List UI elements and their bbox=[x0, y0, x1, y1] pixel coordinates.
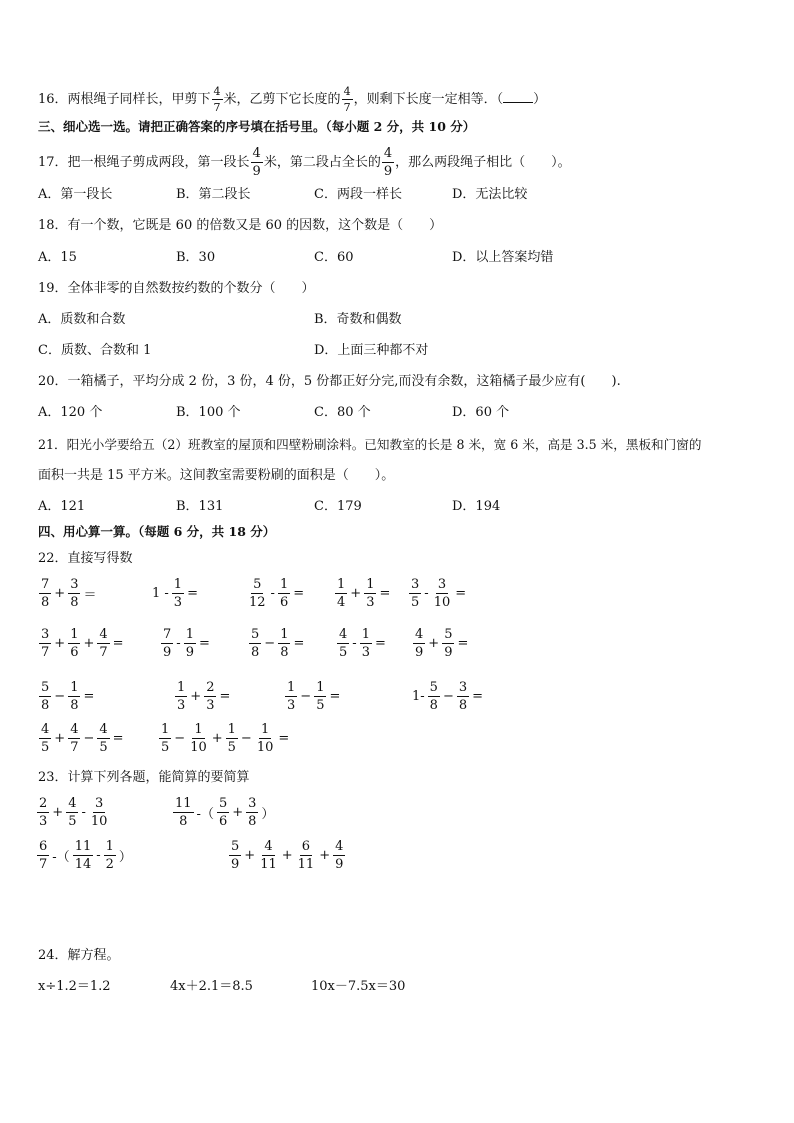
q19-option-a[interactable]: A．质数和合数 bbox=[38, 312, 126, 327]
equation-3: 10x－7.5x＝30 bbox=[311, 979, 406, 994]
q22-expr bbox=[158, 723, 291, 754]
denominator: 9 bbox=[335, 857, 344, 872]
numerator: 3 bbox=[41, 627, 50, 642]
denominator: 3 bbox=[287, 698, 296, 713]
operator: + bbox=[281, 848, 293, 863]
fraction bbox=[428, 681, 440, 712]
operator: − bbox=[83, 731, 95, 746]
numerator: 1 bbox=[361, 627, 370, 642]
numerator: 3 bbox=[70, 577, 79, 592]
operator: - bbox=[424, 586, 429, 601]
operator: - bbox=[270, 586, 275, 601]
q23-expr bbox=[172, 797, 276, 828]
question-18: 18．有一个数，它既是 60 的倍数又是 60 的因数，这个数是（ ） bbox=[38, 218, 443, 233]
denominator: 6 bbox=[70, 645, 79, 660]
denominator: 8 bbox=[251, 645, 260, 660]
denominator: 6 bbox=[279, 595, 289, 610]
denominator: 10 bbox=[90, 814, 108, 829]
operator: 1 - bbox=[152, 586, 169, 601]
denominator: 10 bbox=[433, 595, 451, 610]
denominator: 5 bbox=[161, 740, 170, 755]
operator: + bbox=[52, 805, 64, 820]
q20-option-c[interactable]: C．80 个 bbox=[314, 405, 371, 420]
q22-expr bbox=[38, 681, 96, 712]
denominator: 5 bbox=[339, 645, 348, 660]
denominator: 8 bbox=[70, 698, 79, 713]
operator: = bbox=[374, 636, 386, 651]
fraction bbox=[39, 578, 51, 609]
numerator: 1 bbox=[366, 577, 375, 592]
denominator: 7 bbox=[39, 857, 48, 872]
fraction bbox=[68, 628, 80, 659]
fraction bbox=[278, 578, 290, 609]
q22-expr bbox=[336, 628, 388, 659]
numerator: 2 bbox=[39, 796, 48, 811]
fraction bbox=[364, 578, 376, 609]
operator: + bbox=[350, 586, 362, 601]
numerator: 4 bbox=[68, 796, 77, 811]
q23-expr bbox=[36, 797, 110, 828]
numerator: 5 bbox=[251, 627, 260, 642]
operator: = bbox=[329, 689, 341, 704]
fraction bbox=[229, 840, 241, 871]
question-23-title: 23．计算下列各题，能简算的要简算 bbox=[38, 770, 250, 785]
denominator: 5 bbox=[316, 698, 325, 713]
operator: = bbox=[198, 636, 210, 651]
q22-expr bbox=[150, 578, 200, 609]
numerator: 6 bbox=[301, 839, 311, 854]
numerator: 1 bbox=[287, 680, 296, 695]
operator: + bbox=[54, 586, 66, 601]
q16-text-d: ） bbox=[533, 92, 547, 107]
fraction bbox=[413, 628, 425, 659]
numerator: 4 bbox=[415, 627, 424, 642]
numerator: 4 bbox=[41, 722, 50, 737]
fraction bbox=[212, 86, 223, 113]
operator: = bbox=[112, 731, 124, 746]
fraction bbox=[457, 681, 469, 712]
denominator: 9 bbox=[383, 164, 393, 179]
fraction bbox=[360, 628, 372, 659]
q17-text-c: ，那么两段绳子相比（ ）。 bbox=[395, 155, 571, 170]
operator: - bbox=[96, 848, 101, 863]
numerator: 4 bbox=[343, 85, 351, 98]
q21-option-b[interactable]: B．131 bbox=[176, 499, 224, 514]
question-20: 20．一箱橘子，平均分成 2 份，3 份，4 份，5 份都正好分完,而没有余数，这箱橘子最少应有( ). bbox=[38, 374, 621, 389]
operator: = bbox=[219, 689, 231, 704]
numerator: 1 bbox=[260, 722, 270, 737]
q17-option-d[interactable]: D．无法比较 bbox=[452, 187, 528, 202]
q22-expr bbox=[246, 578, 306, 609]
operator: − bbox=[240, 731, 252, 746]
denominator: 7 bbox=[70, 740, 79, 755]
fraction bbox=[172, 578, 184, 609]
numerator: 1 bbox=[185, 627, 194, 642]
numerator: 4 bbox=[339, 627, 348, 642]
numerator: 11 bbox=[175, 796, 192, 811]
fraction bbox=[278, 628, 290, 659]
denominator: 9 bbox=[163, 645, 172, 660]
fraction bbox=[89, 797, 110, 828]
q17-text-b: 米，第二段占全长的 bbox=[263, 155, 381, 170]
numerator: 4 bbox=[213, 85, 221, 98]
q17-option-c[interactable]: C．两段一样长 bbox=[314, 187, 402, 202]
numerator: 1 bbox=[337, 577, 346, 592]
q19-option-d[interactable]: D．上面三种都不对 bbox=[314, 343, 429, 358]
numerator: 4 bbox=[264, 839, 273, 854]
q19-option-b[interactable]: B．奇数和偶数 bbox=[314, 312, 402, 327]
question-16 bbox=[38, 86, 546, 113]
numerator: 5 bbox=[253, 577, 262, 592]
operator: = bbox=[293, 636, 305, 651]
denominator: 9 bbox=[415, 645, 424, 660]
q22-expr bbox=[160, 628, 212, 659]
denominator: 5 bbox=[411, 595, 420, 610]
denominator: 9 bbox=[185, 645, 194, 660]
fraction bbox=[285, 681, 297, 712]
q16-text-a: 16．两根绳子同样长，甲剪下 bbox=[38, 92, 211, 107]
denominator: 3 bbox=[39, 814, 48, 829]
fraction bbox=[97, 628, 109, 659]
numerator: 4 bbox=[335, 839, 344, 854]
fraction bbox=[382, 147, 394, 178]
q20-option-b[interactable]: B．100 个 bbox=[176, 405, 241, 420]
denominator: 8 bbox=[429, 698, 438, 713]
fraction bbox=[442, 628, 454, 659]
numerator: 1 bbox=[173, 577, 183, 592]
question-21-line-1: 21．阳光小学要给五（2）班教室的屋顶和四壁粉刷涂料。已知教室的长是 8 米，宽 6 米，高是 3.5 米，黑板和门窗的 bbox=[38, 437, 702, 452]
denominator: 7 bbox=[41, 645, 50, 660]
fraction bbox=[296, 840, 317, 871]
operator: + bbox=[190, 689, 202, 704]
fraction bbox=[161, 628, 173, 659]
q22-expr bbox=[410, 681, 485, 712]
fraction bbox=[337, 628, 349, 659]
q19-option-c[interactable]: C．质数、合数和 1 bbox=[38, 343, 152, 358]
equation-1: x÷1.2＝1.2 bbox=[38, 979, 111, 994]
operator: + bbox=[83, 636, 95, 651]
fraction bbox=[258, 840, 279, 871]
numerator: 1 bbox=[70, 680, 79, 695]
fraction bbox=[97, 723, 109, 754]
operator: - bbox=[81, 805, 86, 820]
fraction bbox=[251, 147, 263, 178]
operator: ＝ bbox=[83, 588, 97, 603]
numerator: 5 bbox=[231, 839, 240, 854]
denominator: 10 bbox=[256, 740, 274, 755]
denominator: 3 bbox=[173, 595, 183, 610]
fraction bbox=[175, 681, 187, 712]
numerator: 7 bbox=[163, 627, 172, 642]
section-3-heading: 三、细心选一选。请把正确答案的序号填在括号里。（每小题 2 分，共 10 分） bbox=[38, 119, 476, 134]
fraction bbox=[217, 797, 229, 828]
fraction bbox=[432, 578, 453, 609]
question-22-title: 22．直接写得数 bbox=[38, 551, 133, 566]
denominator: 7 bbox=[213, 101, 221, 114]
denominator: 7 bbox=[343, 101, 351, 114]
q22-expr bbox=[284, 681, 342, 712]
operator: = bbox=[293, 586, 305, 601]
numerator: 3 bbox=[411, 577, 420, 592]
numerator: 3 bbox=[437, 577, 447, 592]
question-17 bbox=[38, 147, 571, 178]
q23-expr bbox=[36, 840, 134, 871]
question-19: 19．全体非零的自然数按约数的个数分（ ） bbox=[38, 281, 315, 296]
q22-expr bbox=[412, 628, 470, 659]
fraction bbox=[73, 840, 94, 871]
denominator: 8 bbox=[41, 698, 50, 713]
numerator: 4 bbox=[99, 627, 108, 642]
numerator: 1 bbox=[105, 839, 114, 854]
numerator: 1 bbox=[161, 722, 170, 737]
operator: = bbox=[83, 689, 95, 704]
operator: = bbox=[187, 586, 198, 601]
numerator: 1 bbox=[177, 680, 186, 695]
fraction bbox=[39, 628, 51, 659]
numerator: 5 bbox=[41, 680, 50, 695]
denominator: 11 bbox=[260, 857, 277, 872]
q18-option-a[interactable]: A．15 bbox=[38, 250, 77, 265]
denominator: 4 bbox=[337, 595, 346, 610]
numerator: 4 bbox=[383, 146, 393, 161]
denominator: 8 bbox=[458, 698, 468, 713]
numerator: 4 bbox=[99, 722, 108, 737]
operator: + bbox=[54, 636, 66, 651]
fraction bbox=[184, 628, 196, 659]
operator: + bbox=[232, 805, 244, 820]
question-24-title: 24．解方程。 bbox=[38, 948, 120, 963]
operator: − bbox=[174, 731, 186, 746]
fraction bbox=[159, 723, 171, 754]
q22-expr bbox=[248, 628, 306, 659]
fraction bbox=[37, 840, 49, 871]
numerator: 1 bbox=[316, 680, 325, 695]
numerator: 1 bbox=[279, 577, 289, 592]
numerator: 3 bbox=[458, 680, 468, 695]
operator: ） bbox=[261, 807, 275, 822]
q17-text-a: 17．把一根绳子剪成两段，第一段长 bbox=[38, 155, 250, 170]
fraction bbox=[37, 797, 49, 828]
q22-expr bbox=[38, 723, 126, 754]
operator: = bbox=[472, 689, 484, 704]
operator: + bbox=[428, 636, 440, 651]
operator: -（ bbox=[52, 850, 70, 865]
denominator: 9 bbox=[231, 857, 240, 872]
q16-text-c: ，则剩下长度一定相等．（ bbox=[353, 92, 504, 107]
denominator: 14 bbox=[74, 857, 92, 872]
operator: − bbox=[264, 636, 276, 651]
numerator: 3 bbox=[248, 796, 257, 811]
numerator: 1 bbox=[227, 722, 236, 737]
q17-option-a[interactable]: A．第一段长 bbox=[38, 187, 113, 202]
equation-2: 4x＋2.1＝8.5 bbox=[170, 979, 253, 994]
denominator: 9 bbox=[252, 164, 261, 179]
operator: - bbox=[352, 636, 357, 651]
denominator: 8 bbox=[280, 645, 289, 660]
fraction bbox=[409, 578, 421, 609]
denominator: 11 bbox=[297, 857, 315, 872]
section-4-heading: 四、用心算一算。（每题 6 分，共 18 分） bbox=[38, 524, 276, 539]
denominator: 9 bbox=[444, 645, 453, 660]
fraction bbox=[249, 628, 261, 659]
fraction bbox=[247, 578, 268, 609]
operator: = bbox=[457, 636, 469, 651]
denominator: 5 bbox=[68, 814, 77, 829]
operator: + bbox=[54, 731, 66, 746]
fraction bbox=[204, 681, 216, 712]
q22-expr bbox=[174, 681, 232, 712]
denominator: 5 bbox=[227, 740, 236, 755]
denominator: 3 bbox=[366, 595, 375, 610]
q17-option-b[interactable]: B．第二段长 bbox=[176, 187, 251, 202]
fraction bbox=[39, 723, 51, 754]
operator: -（ bbox=[196, 807, 214, 822]
operator: + bbox=[319, 848, 331, 863]
denominator: 8 bbox=[41, 595, 50, 610]
q16-text-b: 米，乙剪下它长度的 bbox=[223, 92, 341, 107]
fraction bbox=[188, 723, 209, 754]
q21-option-c[interactable]: C．179 bbox=[314, 499, 362, 514]
denominator: 5 bbox=[99, 740, 108, 755]
q22-expr bbox=[334, 578, 392, 609]
operator: ） bbox=[118, 850, 132, 865]
fraction bbox=[246, 797, 258, 828]
q18-option-b[interactable]: B．30 bbox=[176, 250, 216, 265]
q18-option-d[interactable]: D．以上答案均错 bbox=[452, 250, 554, 265]
fraction bbox=[226, 723, 238, 754]
numerator: 3 bbox=[95, 796, 104, 811]
denominator: 10 bbox=[190, 740, 207, 755]
operator: + bbox=[244, 848, 256, 863]
denominator: 3 bbox=[361, 645, 370, 660]
denominator: 5 bbox=[41, 740, 50, 755]
operator: − bbox=[54, 689, 66, 704]
numerator: 11 bbox=[74, 839, 92, 854]
denominator: 8 bbox=[179, 814, 188, 829]
fraction bbox=[68, 681, 80, 712]
fraction bbox=[66, 797, 78, 828]
answer-blank[interactable] bbox=[503, 90, 533, 103]
operator: + bbox=[211, 731, 223, 746]
fraction bbox=[314, 681, 326, 712]
operator: = bbox=[112, 636, 124, 651]
operator: = bbox=[455, 586, 467, 601]
numerator: 5 bbox=[444, 627, 453, 642]
numerator: 1 bbox=[70, 627, 79, 642]
fraction bbox=[68, 723, 80, 754]
q22-expr bbox=[38, 578, 98, 609]
operator: − bbox=[300, 689, 312, 704]
q22-expr bbox=[408, 578, 468, 609]
operator: - bbox=[176, 636, 181, 651]
denominator: 12 bbox=[249, 595, 266, 610]
numerator: 1 bbox=[280, 627, 289, 642]
fraction bbox=[342, 86, 353, 113]
numerator: 5 bbox=[429, 680, 438, 695]
operator: − bbox=[442, 689, 454, 704]
numerator: 5 bbox=[218, 796, 228, 811]
numerator: 1 bbox=[194, 722, 203, 737]
denominator: 6 bbox=[218, 814, 228, 829]
q18-option-c[interactable]: C．60 bbox=[314, 250, 354, 265]
q23-expr bbox=[228, 840, 346, 871]
numerator: 2 bbox=[206, 680, 215, 695]
numerator: 7 bbox=[41, 577, 50, 592]
denominator: 7 bbox=[99, 645, 108, 660]
q20-option-a[interactable]: A．120 个 bbox=[38, 405, 103, 420]
denominator: 2 bbox=[105, 857, 114, 872]
fraction bbox=[39, 681, 51, 712]
numerator: 4 bbox=[70, 722, 79, 737]
fraction bbox=[173, 797, 194, 828]
fraction bbox=[68, 578, 80, 609]
q21-option-a[interactable]: A．121 bbox=[38, 499, 86, 514]
numerator: 4 bbox=[252, 146, 261, 161]
denominator: 8 bbox=[248, 814, 257, 829]
operator: = bbox=[278, 731, 290, 746]
denominator: 8 bbox=[70, 595, 79, 610]
operator: = bbox=[379, 586, 391, 601]
question-21-line-2: 面积一共是 15 平方米。这间教室需要粉刷的面积是（ ）。 bbox=[38, 468, 395, 483]
operator: 1- bbox=[412, 689, 425, 704]
fraction bbox=[333, 840, 345, 871]
fraction bbox=[255, 723, 276, 754]
q21-option-d[interactable]: D．194 bbox=[452, 499, 501, 514]
denominator: 3 bbox=[177, 698, 186, 713]
denominator: 3 bbox=[206, 698, 215, 713]
fraction bbox=[104, 840, 116, 871]
numerator: 6 bbox=[39, 839, 48, 854]
q20-option-d[interactable]: D．60 个 bbox=[452, 405, 510, 420]
q22-expr bbox=[38, 628, 126, 659]
fraction bbox=[335, 578, 347, 609]
